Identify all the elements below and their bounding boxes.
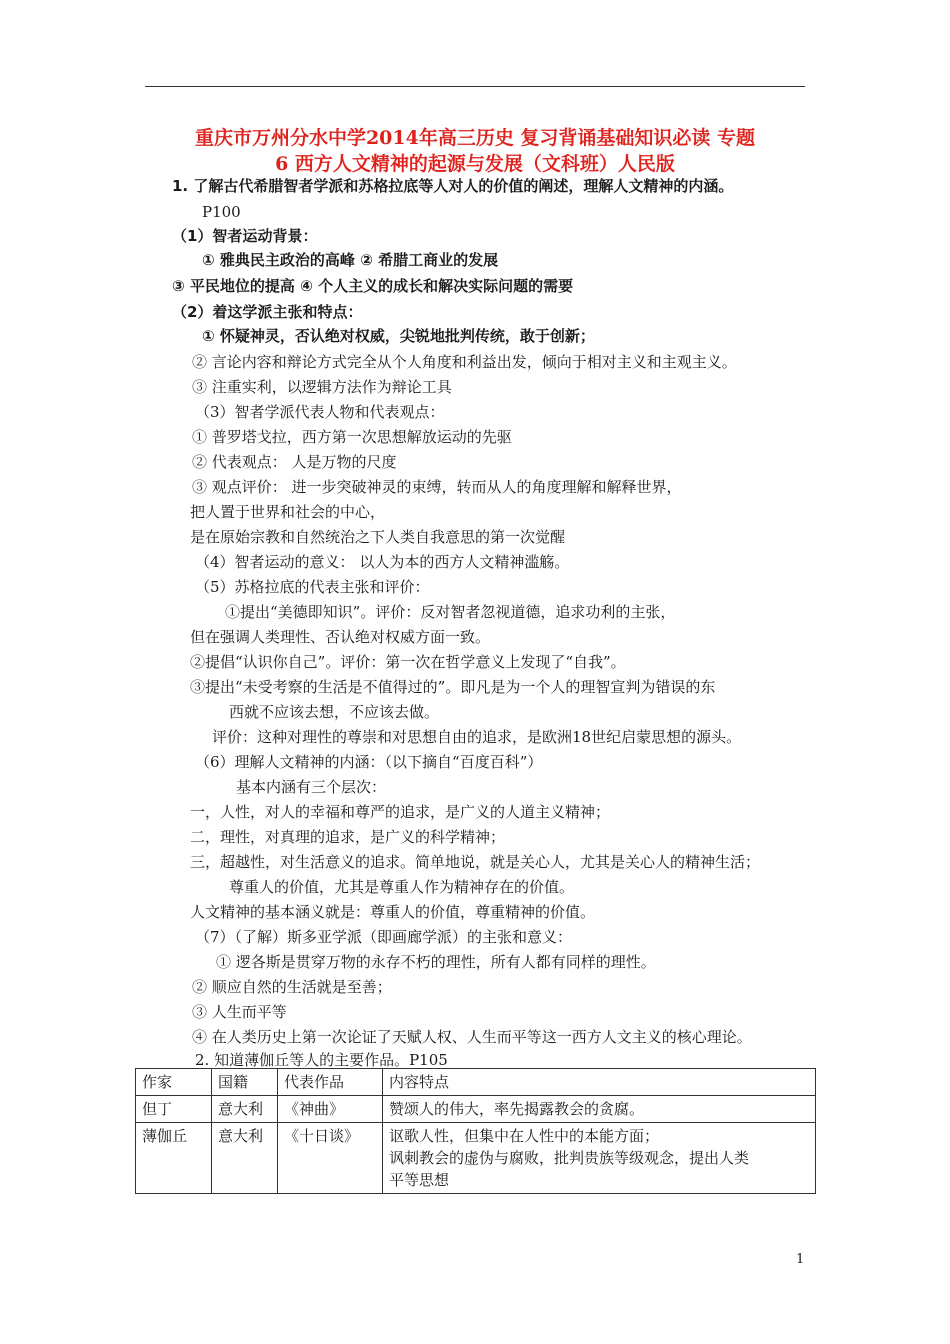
header-feature: 内容特点 (383, 1069, 816, 1096)
section-2-heading: 2. 知道薄伽丘等人的主要作品。P105 (195, 1051, 448, 1069)
table-header-row (136, 1069, 816, 1096)
stoic-item-4: ④ 在人类历史上第一次论证了天赋人权、人生而平等这一西方人文主义的核心理论。 (192, 1028, 752, 1046)
humanism-definition: 人文精神的基本涵义就是：尊重人的价值，尊重精神的价值。 (190, 903, 596, 921)
socrates-evaluation: 评价：这种对理性的尊崇和对思想自由的追求，是欧洲18世纪启蒙思想的源头。 (212, 728, 742, 746)
section-1-heading: 1. 了解古代希腊智者学派和苏格拉底等人对人的价值的阐述，理解人文精神的内涵。 (172, 177, 734, 195)
cell-work: 《神曲》 (278, 1096, 383, 1123)
stoic-heading: （7）（了解）斯多亚学派（即画廊学派）的主张和意义： (195, 928, 573, 946)
cell-author: 但丁 (136, 1096, 212, 1123)
table-row (136, 1123, 816, 1194)
socrates-heading: （5）苏格拉底的代表主张和评价： (195, 578, 430, 596)
background-items-3-4: ③ 平民地位的提高 ④ 个人主义的成长和解决实际问题的需要 (172, 277, 574, 295)
socrates-item-1: ①提出“美德即知识”。评价：反对智者忽视道德，追求功利的主张， (225, 603, 676, 621)
socrates-item-2: ②提倡“认识你自己”。评价：第一次在哲学意义上发现了“自我”。 (190, 653, 626, 671)
representative-item-3: ③ 观点评价： 进一步突破神灵的束缚，转而从人的角度理解和解释世界， (192, 478, 682, 496)
stoic-item-3: ③ 人生而平等 (192, 1003, 287, 1021)
representatives-heading: （3）智者学派代表人物和代表观点： (195, 403, 445, 421)
significance-line: （4）智者运动的意义： 以人为本的西方人文精神滥觞。 (195, 553, 570, 571)
page-number: 1 (796, 1252, 805, 1267)
humanism-basic: 基本内涵有三个层次： (236, 778, 387, 796)
table-row (136, 1096, 816, 1123)
socrates-item-3-cont: 西就不应该去想，不应该去做。 (229, 703, 440, 721)
features-heading: （2）着这学派主张和特点： (172, 303, 363, 321)
representative-item-3-cont-1: 把人置于世界和社会的中心， (190, 503, 386, 521)
feature-line-3: 平等思想 (389, 1171, 450, 1189)
feature-line-2: 讽刺教会的虚伪与腐败，批判贵族等级观念，提出人类 (389, 1149, 750, 1167)
stoic-item-2: ② 顺应自然的生活就是至善； (192, 978, 392, 996)
representative-item-2: ② 代表观点： 人是万物的尺度 (192, 453, 397, 471)
socrates-item-1-cont: 但在强调人类理性、否认绝对权威方面一致。 (190, 628, 491, 646)
document-title-line-1: 重庆市万州分水中学2014年高三历史 复习背诵基础知识必读 专题 (194, 127, 756, 149)
humanism-level-2: 二，理性，对真理的追求，是广义的科学精神； (190, 828, 506, 846)
background-heading: （1）智者运动背景： (172, 227, 318, 245)
cell-feature-multiline (383, 1123, 816, 1194)
humanism-level-1: 一，人性，对人的幸福和尊严的追求，是广义的人道主义精神； (190, 803, 611, 821)
socrates-item-3: ③提出“未受考察的生活是不值得过的”。即凡是为一个人的理智宣判为错误的东 (190, 678, 716, 696)
header-author: 作家 (136, 1069, 212, 1096)
document-title-line-2: 6 西方人文精神的起源与发展（文科班）人民版 (275, 153, 675, 175)
section-1-page-ref: P100 (202, 203, 241, 221)
cell-author: 薄伽丘 (136, 1123, 212, 1194)
works-table (135, 1068, 816, 1194)
feature-item-3: ③ 注重实利，以逻辑方法作为辩论工具 (192, 378, 452, 396)
feature-item-1: ① 怀疑神灵，否认绝对权威，尖锐地批判传统，敢于创新； (202, 327, 595, 345)
cell-nation: 意大利 (212, 1096, 278, 1123)
feature-line-1: 讴歌人性，但集中在人性中的本能方面； (389, 1127, 660, 1145)
cell-feature: 赞颂人的伟大，率先揭露教会的贪腐。 (383, 1096, 816, 1123)
header-work: 代表作品 (278, 1069, 383, 1096)
humanism-level-3: 三，超越性，对生活意义的追求。简单地说，就是关心人，尤其是关心人的精神生活； (190, 853, 761, 871)
header-rule (145, 86, 805, 87)
background-items-1-2: ① 雅典民主政治的高峰 ② 希腊工商业的发展 (202, 251, 499, 269)
representative-item-3-cont-2: 是在原始宗教和自然统治之下人类自我意思的第一次觉醒 (190, 528, 566, 546)
humanism-heading: （6）理解人文精神的内涵：（以下摘自“百度百科”） (195, 753, 543, 771)
cell-nation: 意大利 (212, 1123, 278, 1194)
humanism-level-3-cont: 尊重人的价值，尤其是尊重人作为精神存在的价值。 (229, 878, 575, 896)
header-nation: 国籍 (212, 1069, 278, 1096)
stoic-item-1: ① 逻各斯是贯穿万物的永存不朽的理性，所有人都有同样的理性。 (216, 953, 656, 971)
representative-item-1: ① 普罗塔戈拉，西方第一次思想解放运动的先驱 (192, 428, 512, 446)
feature-item-2: ② 言论内容和辩论方式完全从个人角度和利益出发，倾向于相对主义和主观主义。 (192, 353, 737, 371)
cell-work: 《十日谈》 (278, 1123, 383, 1194)
